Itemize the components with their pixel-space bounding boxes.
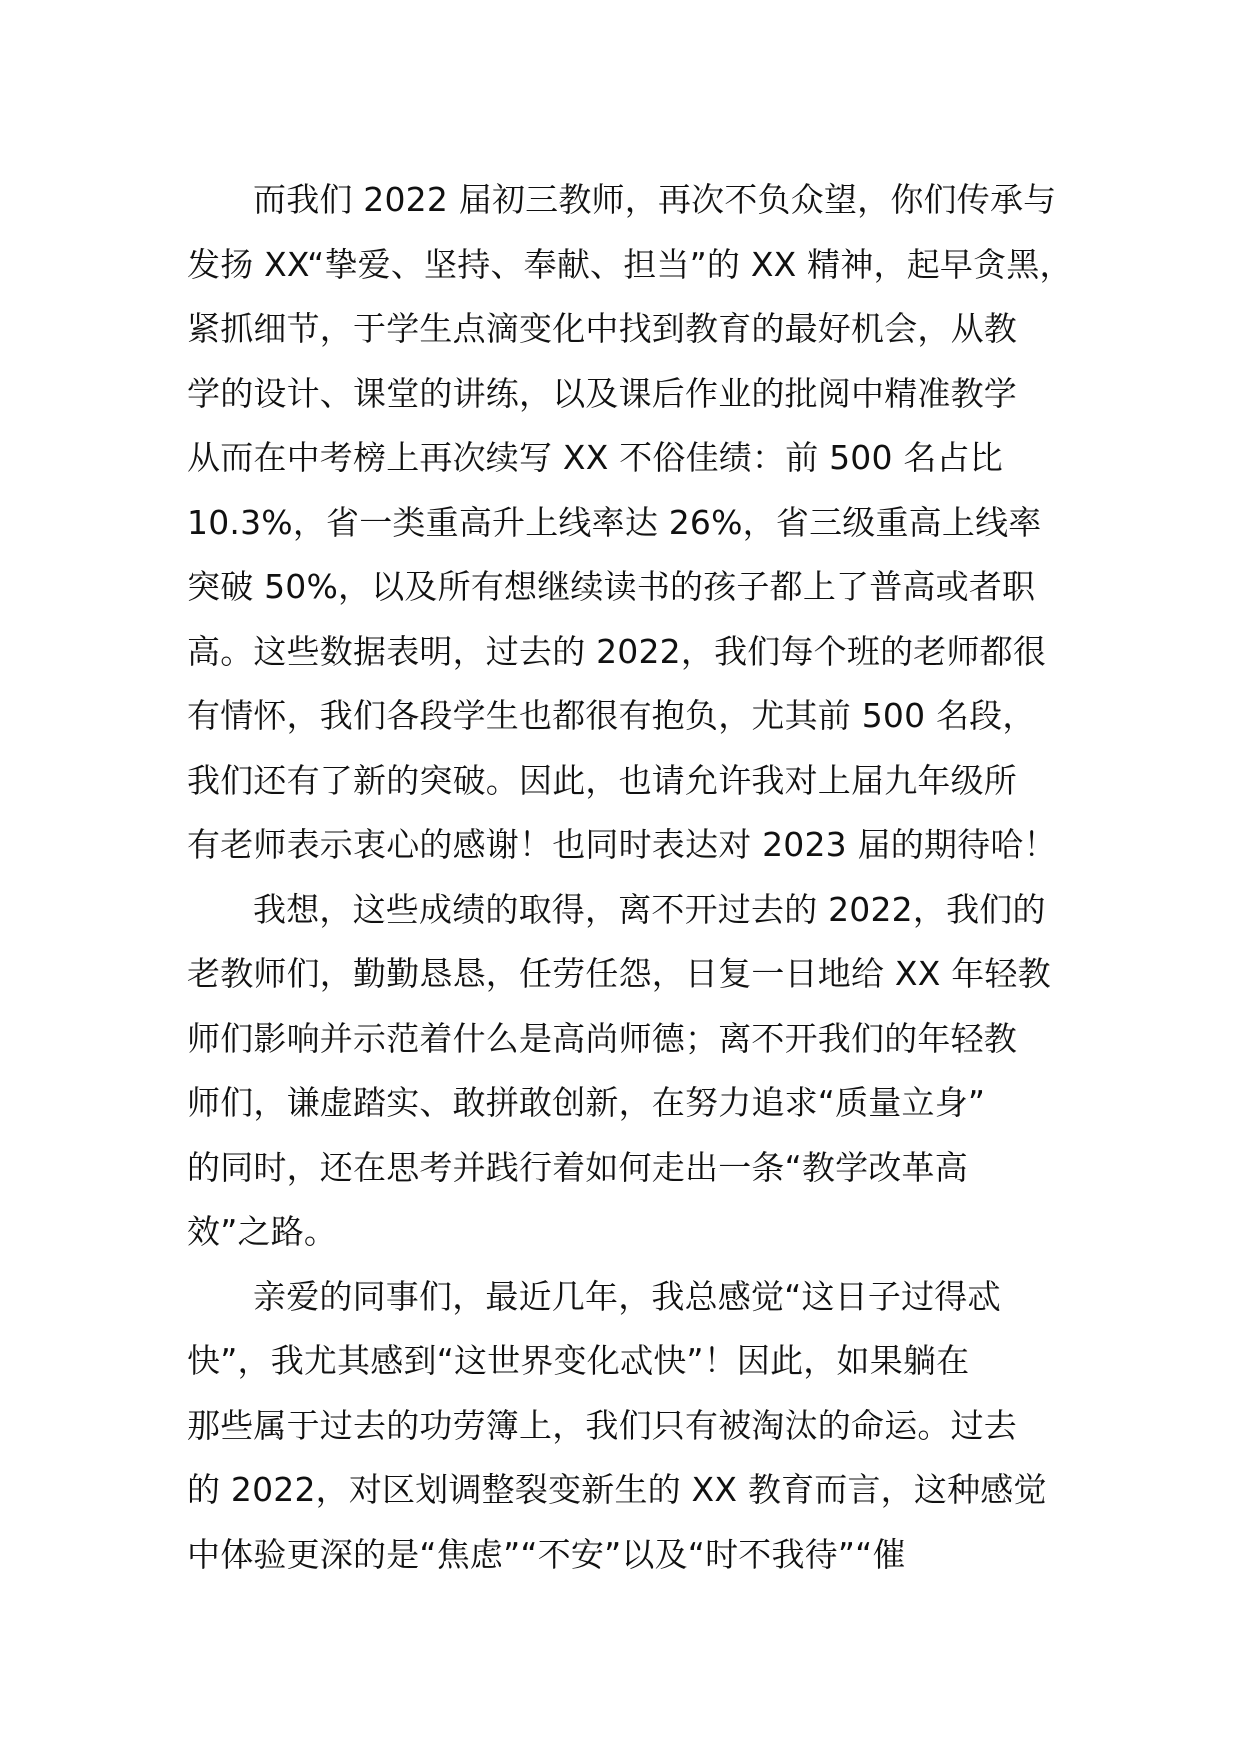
paragraph-first-line: 亲爱的同事们，最近几年，我总感觉“这日子过得忒 bbox=[253, 1276, 1001, 1316]
paragraph-first-line: 我想，这些成绩的取得，离不开过去的 2022，我们的 bbox=[253, 889, 1046, 929]
text-line: 快”，我尤其感到“这世界变化忒快”！因此，如果躺在 bbox=[187, 1341, 970, 1380]
text-line: 师们影响并示范着什么是高尚师德；离不开我们的年轻教 bbox=[187, 1018, 1017, 1058]
document-body bbox=[187, 168, 1077, 1587]
text-line: 的 2022，对区划调整裂变新生的 XX 教育而言，这种感觉 bbox=[187, 1470, 1047, 1509]
text-line: 有情怀，我们各段学生也都很有抱负，尤其前 500 名段， bbox=[187, 696, 1036, 735]
text-line: 中体验更深的是“焦虑”“不安”以及“时不我待”“催 bbox=[187, 1534, 906, 1574]
text-line: 我们还有了新的突破。因此，也请允许我对上届九年级所 bbox=[187, 760, 1017, 800]
text-line: 发扬 XX“挚爱、坚持、奉献、担当”的 XX 精神，起早贪黑， bbox=[187, 244, 1073, 284]
text-line: 有老师表示衷心的感谢！也同时表达对 2023 届的期待哈！ bbox=[187, 825, 1057, 864]
text-line: 老教师们，勤勤恳恳，任劳任怨，日复一日地给 XX 年轻教 bbox=[187, 954, 1051, 993]
paragraph-first-line: 而我们 2022 届初三教师，再次不负众望，你们传承与 bbox=[253, 180, 1057, 219]
text-line: 的同时，还在思考并践行着如何走出一条“教学改革高 bbox=[187, 1147, 968, 1187]
text-line: 学的设计、课堂的讲练，以及课后作业的批阅中精准教学 bbox=[187, 373, 1017, 413]
text-line: 10.3%，省一类重高升上线率达 26%，省三级重高上线率 bbox=[187, 502, 1042, 542]
text-line: 高。这些数据表明，过去的 2022，我们每个班的老师都很 bbox=[187, 631, 1047, 671]
text-line: 效”之路。 bbox=[187, 1212, 338, 1251]
text-line: 紧抓细节，于学生点滴变化中找到教育的最好机会，从教 bbox=[187, 309, 1017, 348]
text-line: 突破 50%，以及所有想继续读书的孩子都上了普高或者职 bbox=[187, 567, 1036, 606]
text-line: 从而在中考榜上再次续写 XX 不俗佳绩：前 500 名占比 bbox=[187, 438, 1003, 477]
text-line: 那些属于过去的功劳簿上，我们只有被淘汰的命运。过去 bbox=[187, 1405, 1017, 1445]
text-line: 师们，谦虚踏实、敢拼敢创新，在努力追求“质量立身” bbox=[187, 1083, 986, 1122]
